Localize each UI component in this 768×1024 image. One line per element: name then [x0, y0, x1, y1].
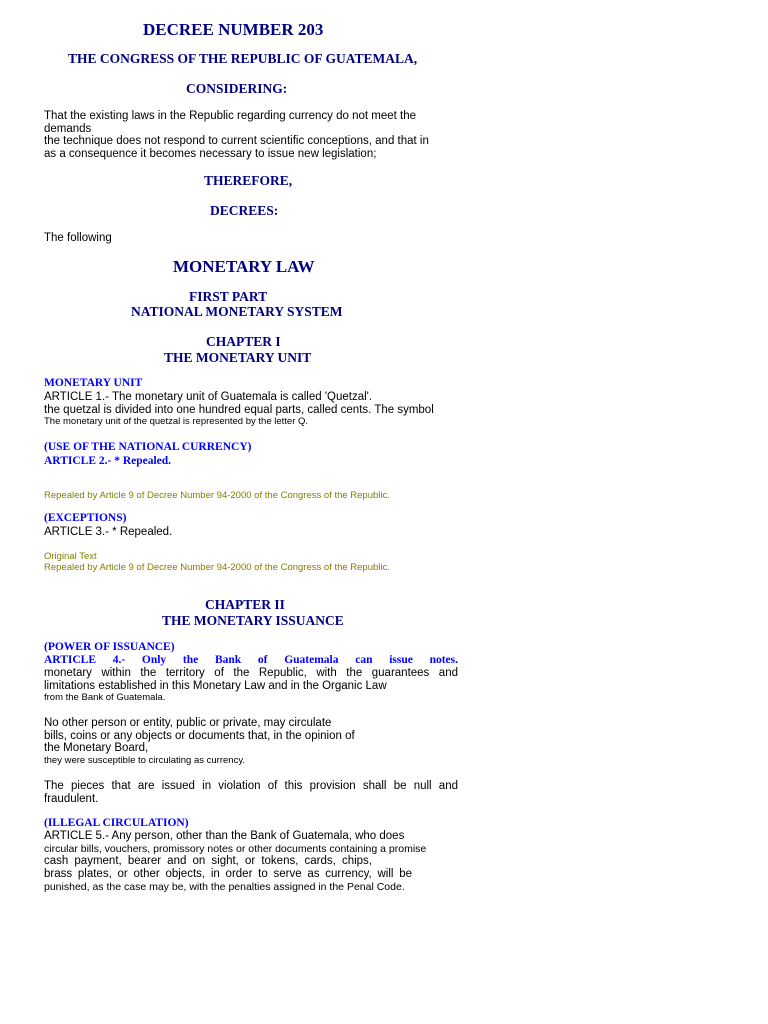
congress-heading: THE CONGRESS OF THE REPUBLIC OF GUATEMALA, — [68, 51, 418, 66]
article-5-line-5: punished, as the case may be, with the penalties assigned in the Penal Code. — [44, 881, 405, 893]
therefore-heading: THEREFORE, — [204, 173, 293, 188]
article-1-line: ARTICLE 1.- The monetary unit of Guatemala is called 'Quetzal'. — [44, 391, 373, 403]
article-4-heading: ARTICLE 4.- Only the Bank of Guatemala can issue notes. — [44, 654, 458, 666]
considering-line: the technique does not respond to current scientific conceptions, and that in — [44, 135, 429, 147]
no-other-line: No other person or entity, public or private, may circulate — [44, 717, 332, 729]
part-title: NATIONAL MONETARY SYSTEM — [131, 304, 343, 319]
article-5-line-4: brass plates, or other objects, in order to serve as currency, will be — [44, 868, 412, 880]
use-currency-heading: (USE OF THE NATIONAL CURRENCY) — [44, 441, 252, 453]
pieces-line: The pieces that are issued in violation of this provision shall be null and — [44, 780, 458, 792]
article-1-small: The monetary unit of the quetzal is represented by the letter Q. — [44, 416, 309, 427]
article-4-small: from the Bank of Guatemala. — [44, 692, 166, 703]
no-other-paragraph — [44, 717, 355, 755]
article-4-line: monetary within the territory of the Republic, with the guarantees and — [44, 667, 458, 679]
the-following-text: The following — [44, 232, 112, 244]
considering-heading: CONSIDERING: — [186, 81, 288, 96]
article-2: ARTICLE 2.- * Repealed. — [44, 455, 172, 467]
decree-title: DECREE NUMBER 203 — [143, 20, 324, 39]
considering-line: as a consequence it becomes necessary to issue new legislation; — [44, 147, 377, 160]
article-5-line-2: circular bills, vouchers, promissory notes or other documents containing a promise — [44, 843, 427, 855]
article-2-note: Repealed by Article 9 of Decree Number 94-2000 of the Congress of the Republic. — [44, 490, 390, 501]
exceptions-heading: (EXCEPTIONS) — [44, 512, 127, 524]
law-title: MONETARY LAW — [173, 257, 315, 276]
chapter-1-title: THE MONETARY UNIT — [164, 350, 312, 365]
no-other-line: bills, coins or any objects or documents that, in the opinion of — [44, 729, 355, 742]
article-5-line-3: cash payment, bearer and on sight, or tokens, cards, chips, — [44, 855, 372, 867]
article-3-note: Repealed by Article 9 of Decree Number 94-2000 of the Congress of the Republic. — [44, 562, 390, 573]
article-1-line: the quetzal is divided into one hundred equal parts, called cents. The symbol — [44, 403, 434, 416]
illegal-circulation-heading: (ILLEGAL CIRCULATION) — [44, 817, 189, 829]
decrees-heading: DECREES: — [210, 203, 279, 218]
chapter-2-title: THE MONETARY ISSUANCE — [162, 613, 344, 628]
pieces-line: fraudulent. — [44, 792, 99, 805]
chapter-1-heading: CHAPTER I — [206, 334, 281, 349]
no-other-line: the Monetary Board, — [44, 742, 149, 754]
monetary-unit-heading: MONETARY UNIT — [44, 377, 143, 389]
considering-line: That the existing laws in the Republic regarding currency do not meet the — [44, 110, 417, 122]
article-5-line-1: ARTICLE 5.- Any person, other than the Bank of Guatemala, who does — [44, 830, 405, 842]
part-heading: FIRST PART — [189, 289, 268, 304]
article-3: ARTICLE 3.- * Repealed. — [44, 526, 173, 538]
original-text-note: Original Text — [44, 551, 97, 562]
considering-line: demands — [44, 122, 92, 135]
article-4-line: limitations established in this Monetary Law and in the Organic Law — [44, 679, 387, 692]
power-of-issuance-heading: (POWER OF ISSUANCE) — [44, 641, 175, 653]
no-other-small: they were susceptible to circulating as currency. — [44, 755, 245, 766]
article-4-text — [44, 667, 458, 692]
article-1 — [44, 391, 434, 416]
chapter-2-heading: CHAPTER II — [205, 597, 285, 612]
pieces-paragraph — [44, 780, 458, 805]
considering-paragraph — [44, 110, 429, 160]
